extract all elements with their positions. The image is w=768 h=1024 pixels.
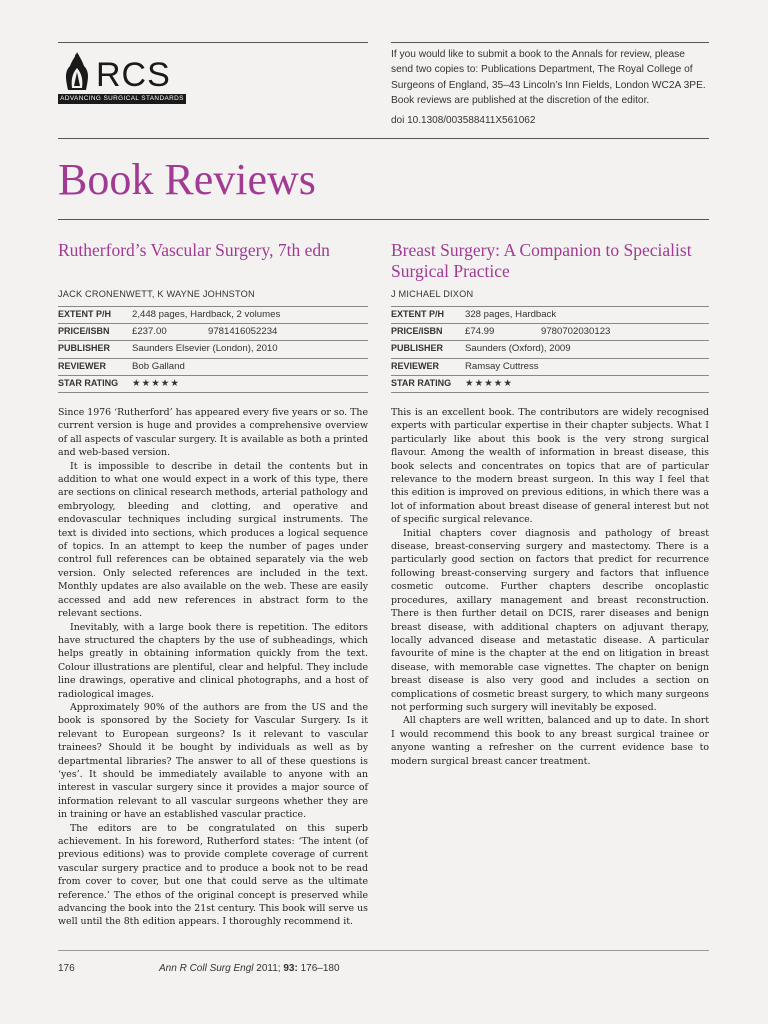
meta-label: PUBLISHER [391, 343, 444, 354]
meta-value-isbn: 9780702030123 [541, 326, 611, 338]
meta-value: £74.99 [465, 326, 495, 338]
meta-value: Saunders Elsevier (London), 2010 [132, 343, 278, 355]
citation-volume: 93: [283, 963, 298, 974]
meta-label: PRICE/ISBN [58, 326, 110, 337]
meta-row-publisher [58, 340, 368, 357]
page-number: 176 [58, 963, 75, 974]
title-rule-top [58, 138, 709, 139]
meta-row-extent [58, 306, 368, 323]
review-2-body [391, 406, 709, 768]
review-1-book-title: Rutherford’s Vascular Surgery, 7th edn [58, 240, 330, 260]
review-2-paragraph: All chapters are well written, balanced and up to date. In short I would recommend this book to any breast surgical trainee or anyone wanting a refresher on the current evidence base to modern surgical breast cancer treatment. [391, 715, 709, 767]
star-rating: ★★★★★ [132, 377, 181, 389]
star-rating: ★★★★★ [465, 377, 514, 389]
meta-row-reviewer [391, 358, 709, 375]
review-1-meta-table [58, 306, 368, 393]
review-1-paragraph: It is impossible to describe in detail the contents but in addition to what one would expect in a work of this type, there are sections on clinical research methods, arterial pathology and embryology, bleeding and clotting, and operative and endovascular techniques including surgical instruments. The text is divided into sections, which produces a logical sequence of topics. In an attempt to keep the number of pages under control full references can be obtained separately via the web version. Only selected references are included in the text. Monthly updates are also available on the web. These are easily accessed and add new references in abstract form to the relevant sections. [58, 460, 368, 620]
meta-value: Ramsay Cuttress [465, 360, 539, 372]
meta-row-reviewer [58, 358, 368, 375]
meta-label: STAR RATING [58, 377, 119, 388]
review-2-authors: J MICHAEL DIXON [391, 289, 474, 299]
review-1-paragraph: Approximately 90% of the authors are from the US and the book is sponsored by the Society for Vascular Surgery. Is it relevant to European surgeons? Is it relevant to vascular trainees? Should it be bought by individuals as well as by departmental libraries? The answer to all of these questions is ‘yes’. It should be immediately available to anyone with an interest in vascular surgery since it provides a major source of information relevant to all vascular surgeons whether they are in training or have an established vascular practice. [58, 701, 368, 821]
citation-pages: 176–180 [300, 963, 340, 974]
meta-label: STAR RATING [391, 377, 452, 388]
review-2-title-block [391, 240, 709, 282]
meta-value-isbn: 9781416052234 [208, 326, 278, 338]
meta-label: EXTENT P/H [391, 309, 445, 319]
meta-row-price [391, 323, 709, 340]
footer-rule [58, 950, 709, 951]
meta-value: £237.00 [132, 326, 167, 338]
page-title: Book Reviews [58, 155, 316, 204]
crest-icon [60, 50, 94, 94]
citation-year: 2011; [256, 963, 281, 974]
meta-row-rating [58, 375, 368, 393]
review-1-title-block [58, 240, 376, 261]
meta-value: Bob Galland [132, 360, 185, 372]
meta-label: PUBLISHER [58, 343, 111, 354]
review-2-meta-table [391, 306, 709, 393]
submission-notice: If you would like to submit a book to the Annals for review, please send two copies to: Publications Department, The Royal College of Surgeons of England, 35–43 Lincoln’s Inn Fields, London WC2A 3PE. Book reviews are published at the discretion of the editor. [391, 49, 706, 107]
review-1-paragraph: Inevitably, with a large book there is repetition. The editors have structured the chapters by the use of subheadings, which helps greatly in obtaining information quickly from the text. Colour illustrations are plentiful, clear and helpful. They include line drawings, operative and clinical photographs, and a host of radiological images. [58, 621, 368, 700]
meta-label: REVIEWER [58, 360, 107, 371]
rcs-logo [58, 50, 188, 108]
meta-value: Saunders (Oxford), 2009 [465, 343, 571, 355]
meta-label: PRICE/ISBN [391, 326, 443, 337]
review-1-paragraph: Since 1976 ‘Rutherford’ has appeared every five years or so. The current version is huge and provides a comprehensive overview of all aspects of vascular surgery. It is available as both a printed and web-based version. [58, 407, 368, 459]
meta-row-rating [391, 375, 709, 393]
meta-row-price [58, 323, 368, 340]
review-1-body [58, 406, 368, 929]
review-2-paragraph: This is an excellent book. The contributors are widely recognised experts with particular expertise in their chapter subjects. What I particularly like about this book is the very strong surgical flavour. Among the wealth of information in breast disease, this book selects and concentrates on topics that are of particular relevance to the modern breast surgeon. In this way I feel that this edition is improved on previous editions, in which there was a lot of information about breast disease of general interest but not of specific surgical relevance. [391, 407, 709, 526]
doi: doi 10.1308/003588411X561062 [391, 115, 536, 126]
meta-row-publisher [391, 340, 709, 357]
meta-value: 328 pages, Hardback [465, 309, 557, 320]
header-rule-right [391, 42, 709, 43]
citation [159, 963, 340, 974]
review-2-paragraph: Initial chapters cover diagnosis and pathology of breast disease, breast-conserving surgery and mastectomy. There is a particularly good section on factors that predict for recurrence following breast-conserving surgery and factors that influence cosmetic outcome. Further chapters describe oncoplastic procedures, axillary management and breast reconstruction. There is then further detail on DCIS, rarer diseases and benign breast disease, with additional chapters on adjuvant therapy, locally advanced disease and metastatic disease. A particular favourite of mine is the chapter at the end on litigation in breast disease, with memorable case vignettes. The chapter on benign breast disease is also very good and includes a section on complications of cosmetic breast surgery, to which many surgeons not performing such surgery will inevitably be exposed. [391, 527, 709, 713]
meta-value: 2,448 pages, Hardback, 2 volumes [132, 309, 281, 320]
title-rule-bottom [58, 219, 709, 220]
meta-label: EXTENT P/H [58, 309, 112, 319]
review-2-book-title: Breast Surgery: A Companion to Specialist Surgical Practice [391, 240, 692, 281]
logo-tagline: ADVANCING SURGICAL STANDARDS [58, 94, 186, 104]
meta-label: REVIEWER [391, 360, 440, 371]
meta-row-extent [391, 306, 709, 323]
review-1-paragraph: The editors are to be congratulated on this superb achievement. In his foreword, Rutherford states: ‘The intent (of previous editions) was to provide complete coverage of current vascular surgery practice and to produce a book not to be read from cover to cover, but one that could serve as the ultimate reference.’ The ethos of the original concept is preserved while advancing the book into the 21st century. This book will serve us well until the 8th edition appears. I thoroughly recommend it. [58, 822, 368, 928]
journal-name: Ann R Coll Surg Engl [159, 963, 254, 974]
review-1-authors: JACK CRONENWETT, K WAYNE JOHNSTON [58, 289, 255, 299]
logo-wordmark: RCS [96, 56, 171, 94]
header-rule-left [58, 42, 368, 43]
